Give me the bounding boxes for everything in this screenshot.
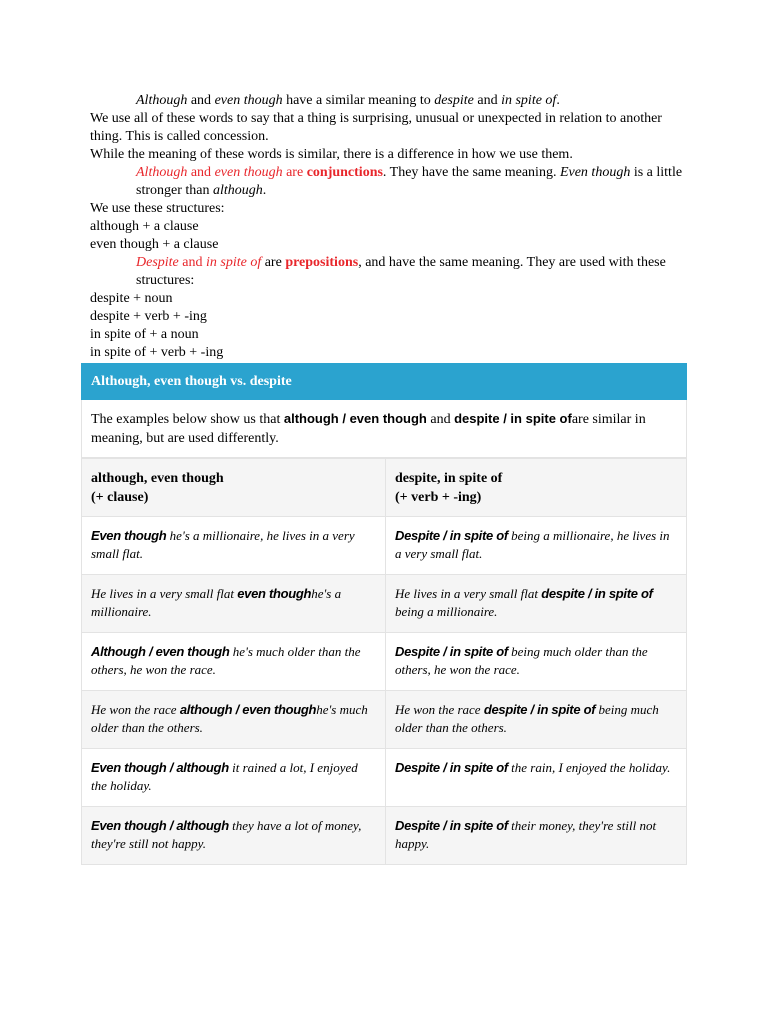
text: have a similar meaning to — [282, 93, 435, 108]
table-row — [82, 633, 687, 691]
structure-line: in spite of + verb + -ing — [90, 345, 224, 360]
example-text: the rain, I enjoyed the holiday. — [507, 760, 671, 775]
term-even-though: even though — [214, 93, 283, 108]
example-keyword: although / even though — [179, 702, 317, 717]
text: and — [187, 165, 215, 180]
example-keyword: Despite / in spite of — [395, 760, 508, 775]
text: and — [426, 412, 455, 427]
example-preposition — [386, 575, 687, 633]
term-although: Although — [136, 165, 188, 180]
paragraph-prepositions — [90, 254, 690, 290]
structure-line: even though + a clause — [90, 237, 219, 252]
example-text: it rained a lot, I enjoyed the holiday. — [91, 760, 358, 793]
example-text: he's a millionaire. — [91, 586, 342, 619]
example-keyword: Although / even though — [91, 644, 230, 659]
header-line: although, even though — [91, 471, 224, 486]
text: . — [262, 183, 267, 198]
example-preposition — [386, 749, 687, 807]
example-text: being much older than the others, he won the race. — [395, 644, 648, 677]
table-row — [82, 517, 687, 575]
structure-line: in spite of + a noun — [90, 327, 199, 342]
table-row — [82, 749, 687, 807]
example-conjunction — [82, 575, 386, 633]
text: The examples below show us that — [91, 412, 284, 427]
column-header-conjunctions — [82, 459, 386, 517]
paragraph-difference: While the meaning of these words is similar, there is a difference in how we use them. — [90, 147, 573, 162]
example-text: being a millionaire, he lives in a very small flat. — [395, 528, 670, 561]
term-despite: despite — [434, 93, 474, 108]
example-conjunction — [82, 691, 386, 749]
example-keyword: despite / in spite of — [483, 702, 596, 717]
term-prepositions: prepositions — [285, 255, 359, 270]
header-line: (+ clause) — [91, 490, 149, 505]
example-preposition — [386, 691, 687, 749]
example-conjunction — [82, 517, 386, 575]
comparison-table — [81, 458, 687, 865]
example-preposition — [386, 633, 687, 691]
paragraph-intro — [90, 92, 690, 110]
table-header-row — [82, 459, 687, 517]
term-conjunctions: conjunctions — [306, 165, 383, 180]
example-text: he's much older than the others, he won the race. — [91, 644, 361, 677]
header-line: despite, in spite of — [395, 471, 503, 486]
paragraph-conjunctions — [90, 164, 690, 200]
example-keyword: Even though / although — [91, 760, 229, 775]
example-keyword: Despite / in spite of — [395, 644, 508, 659]
example-text: He won the race — [91, 702, 180, 717]
term-even-though: even though — [214, 165, 283, 180]
table-row — [82, 575, 687, 633]
text: and — [473, 93, 502, 108]
example-preposition — [386, 517, 687, 575]
example-keyword: Even though / although — [91, 818, 229, 833]
text: , and have the same meaning. They are used with these structures: — [136, 255, 666, 288]
term-in-spite-of: in spite of — [501, 93, 557, 108]
comparison-box — [81, 363, 687, 865]
example-text: being much older than the others. — [395, 702, 659, 735]
text: . They have the same meaning. — [382, 165, 560, 180]
example-keyword: even though — [237, 586, 312, 601]
box-title: Although, even though vs. despite — [81, 363, 687, 400]
term: although / even though — [283, 411, 427, 426]
example-keyword: despite / in spite of — [541, 586, 653, 601]
example-text: being a millionaire. — [395, 604, 498, 619]
table-row — [82, 691, 687, 749]
document-body — [90, 92, 690, 362]
example-conjunction — [82, 807, 386, 865]
header-line: (+ verb + -ing) — [395, 490, 482, 505]
text: are — [282, 165, 307, 180]
example-preposition — [386, 807, 687, 865]
example-text: He lives in a very small flat — [395, 586, 542, 601]
text: are — [261, 255, 286, 270]
example-text: He lives in a very small flat — [91, 586, 238, 601]
structure-line: although + a clause — [90, 219, 199, 234]
example-keyword: Despite / in spite of — [395, 818, 508, 833]
example-keyword: Even though — [91, 528, 167, 543]
text: . — [556, 93, 560, 108]
paragraph-structures: We use these structures: — [90, 201, 225, 216]
text: and — [178, 255, 206, 270]
paragraph-concession: We use all of these words to say that a thing is surprising, unusual or unexpected in relation to another thing. This is called concession. — [90, 111, 662, 144]
example-conjunction — [82, 633, 386, 691]
term-in-spite-of: in spite of — [205, 255, 262, 270]
term-despite: Despite — [136, 255, 179, 270]
box-intro — [81, 400, 687, 458]
text: are similar in meaning, but are used differently. — [91, 412, 646, 446]
example-text: they have a lot of money, they're still not happy. — [91, 818, 362, 851]
structure-line: despite + verb + -ing — [90, 309, 207, 324]
table-row — [82, 807, 687, 865]
example-text: he's a millionaire, he lives in a very small flat. — [91, 528, 355, 561]
term-although: Although — [136, 93, 188, 108]
example-keyword: Despite / in spite of — [395, 528, 508, 543]
text: and — [187, 93, 215, 108]
term-even-though: Even though — [559, 165, 631, 180]
example-conjunction — [82, 749, 386, 807]
term-although: although — [212, 183, 263, 198]
example-text: their money, they're still not happy. — [395, 818, 657, 851]
example-text: he's much older than the others. — [91, 702, 368, 735]
example-text: He won the race — [395, 702, 484, 717]
text: is a little stronger than — [136, 165, 683, 198]
column-header-prepositions — [386, 459, 687, 517]
term: despite / in spite of — [454, 411, 572, 426]
structure-line: despite + noun — [90, 291, 173, 306]
